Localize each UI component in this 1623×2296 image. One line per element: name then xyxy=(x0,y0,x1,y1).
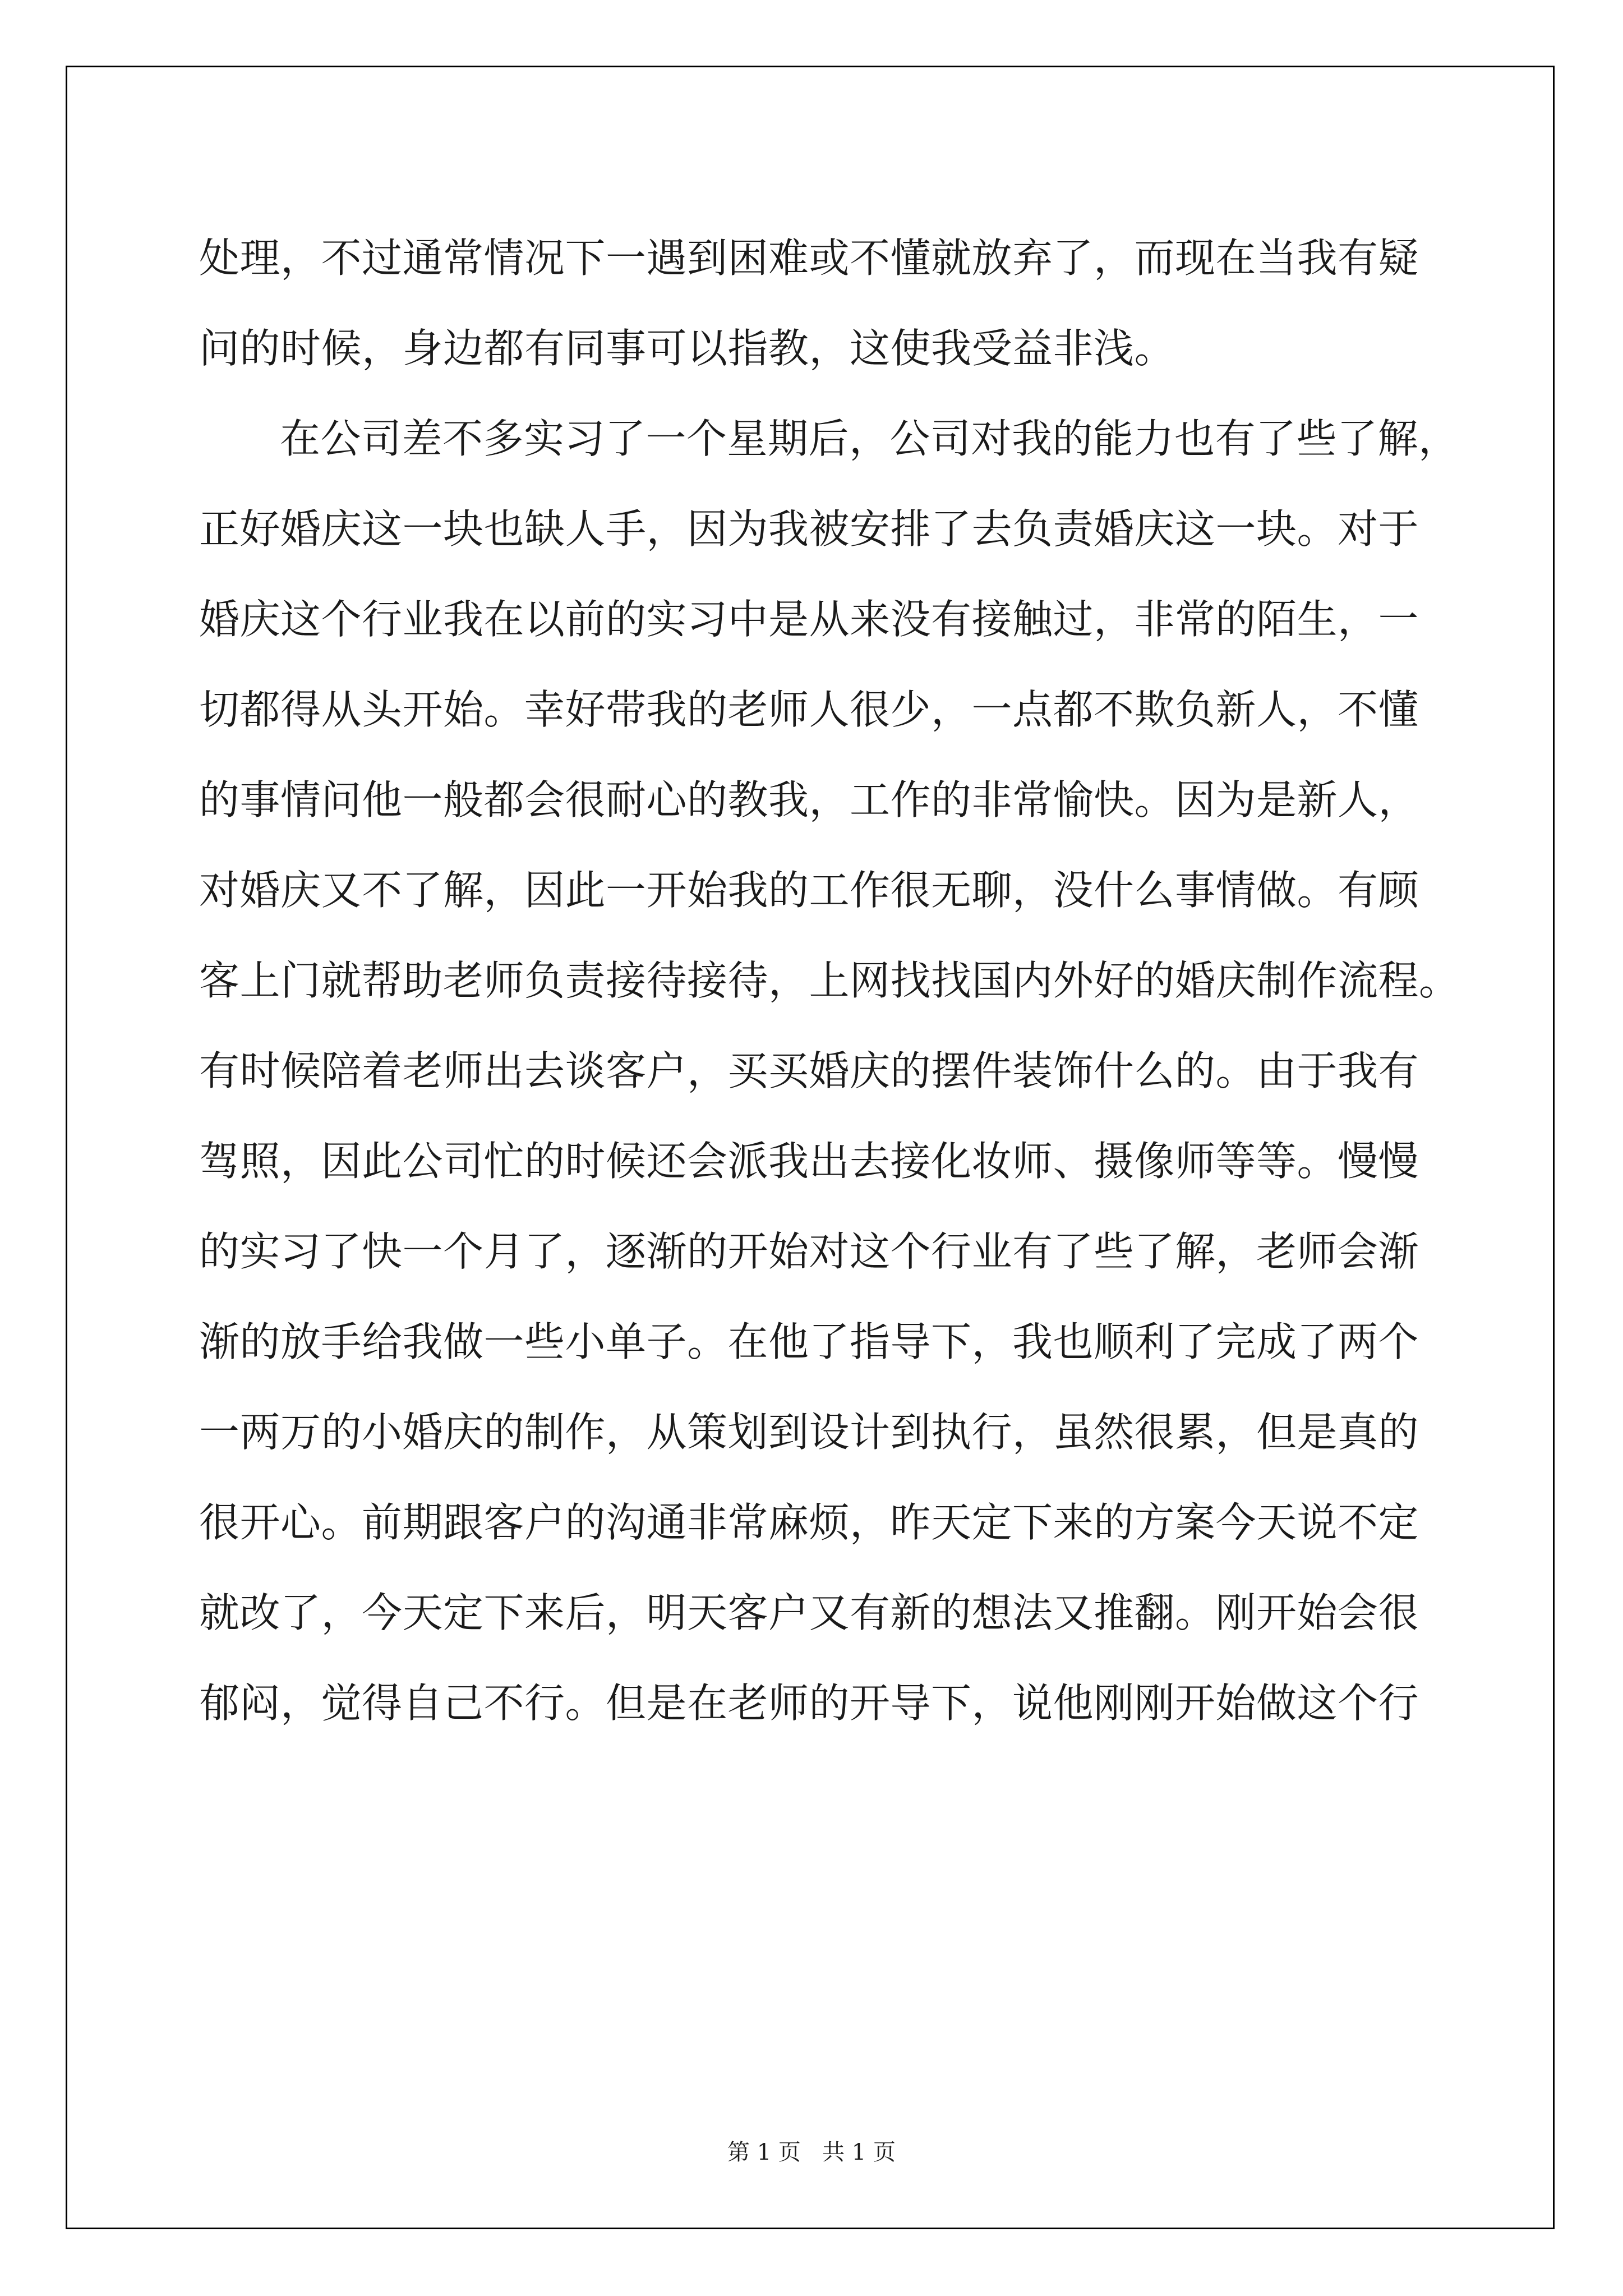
text-line: 就改了，今天定下来后，明天客户又有新的想法又推翻。刚开始会很 xyxy=(199,1589,1419,1636)
text-line: 问的时候，身边都有同事可以指教，这使我受益非浅。 xyxy=(199,325,1175,372)
text-line: 很开心。前期跟客户的沟通非常麻烦，昨天定下来的方案今天说不定 xyxy=(199,1499,1419,1546)
text-line: 郁闷，觉得自己不行。但是在老师的开导下，说他刚刚开始做这个行 xyxy=(199,1680,1419,1727)
text-line: 婚庆这个行业我在以前的实习中是从来没有接触过，非常的陌生，一 xyxy=(199,596,1419,643)
text-line: 客上门就帮助老师负责接待接待，上网找找国内外好的婚庆制作流程。 xyxy=(199,957,1460,1004)
text-line: 驾照，因此公司忙的时候还会派我出去接化妆师、摄像师等等。慢慢 xyxy=(199,1138,1419,1185)
document-body xyxy=(199,213,1460,1749)
text-line: 有时候陪着老师出去谈客户，买买婚庆的摆件装饰什么的。由于我有 xyxy=(199,1047,1419,1094)
text-line: 切都得从头开始。幸好带我的老师人很少，一点都不欺负新人，不懂 xyxy=(199,686,1419,733)
text-line: 处理，不过通常情况下一遇到困难或不懂就放弃了，而现在当我有疑 xyxy=(199,234,1419,282)
paragraph-start-line: 在公司差不多实习了一个星期后，公司对我的能力也有了些了解， xyxy=(280,415,1459,462)
text-line: 一两万的小婚庆的制作，从策划到设计到执行，虽然很累，但是真的 xyxy=(199,1409,1419,1456)
text-line: 正好婚庆这一块也缺人手，因为我被安排了去负责婚庆这一块。对于 xyxy=(199,505,1419,553)
text-line: 的实习了快一个月了，逐渐的开始对这个行业有了些了解，老师会渐 xyxy=(199,1228,1419,1275)
text-line: 的事情问他一般都会很耐心的教我，工作的非常愉快。因为是新人， xyxy=(199,776,1419,823)
text-line: 渐的放手给我做一些小单子。在他了指导下，我也顺利了完成了两个 xyxy=(199,1318,1419,1365)
page-footer: 第 1 页 共 1 页 xyxy=(727,2139,896,2165)
text-line: 对婚庆又不了解，因此一开始我的工作很无聊，没什么事情做。有顾 xyxy=(199,867,1419,914)
